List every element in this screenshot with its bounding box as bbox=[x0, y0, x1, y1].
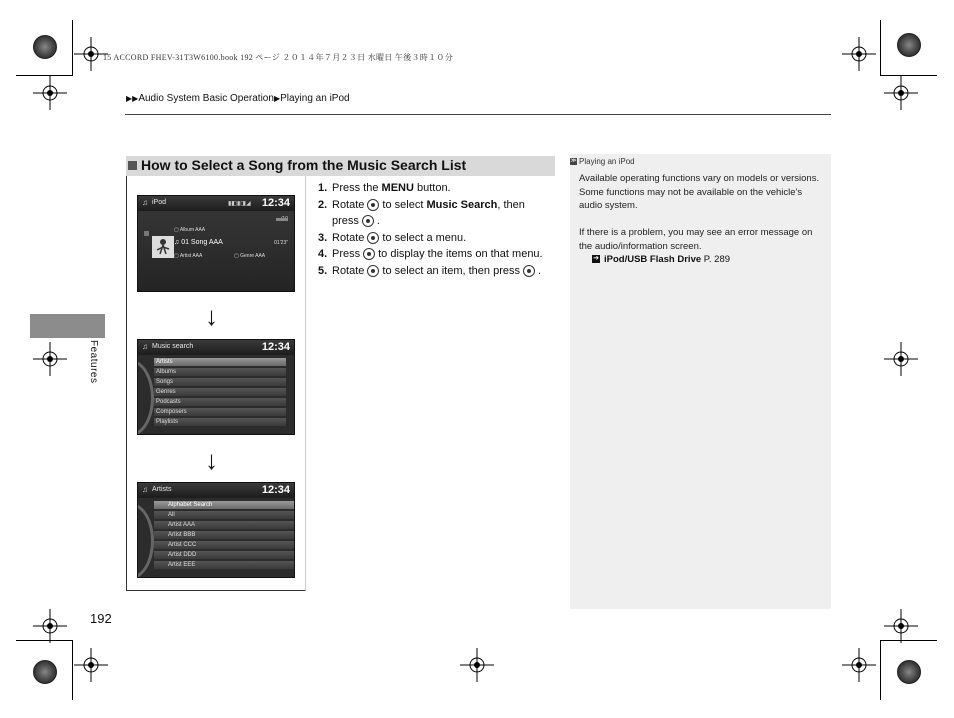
list-item[interactable]: Artist EEE bbox=[154, 561, 295, 569]
crosshair-icon bbox=[74, 648, 108, 682]
selector-knob-press-icon bbox=[523, 265, 535, 277]
step-5: 5. Rotate to select an item, then press . bbox=[318, 264, 542, 277]
list-item[interactable]: Genres bbox=[154, 388, 286, 396]
music-note-icon: ♫ bbox=[142, 198, 148, 207]
selector-knob-icon bbox=[367, 265, 379, 277]
step-2: 2. Rotate to select Music Search, then press . bbox=[318, 198, 525, 227]
cross-reference-link[interactable]: ➔ iPod/USB Flash Drive P. 289 bbox=[593, 254, 731, 265]
crosshair-icon bbox=[884, 609, 918, 643]
screen-title: Music search bbox=[152, 343, 194, 350]
crosshair-icon bbox=[460, 648, 494, 682]
list-item[interactable]: Songs bbox=[154, 378, 286, 386]
chapter-label: Features bbox=[88, 340, 99, 384]
section-title: How to Select a Song from the Music Search List bbox=[141, 157, 467, 173]
registration-dial-icon bbox=[897, 660, 921, 684]
artists-screen bbox=[137, 482, 295, 578]
crosshair-icon bbox=[842, 648, 876, 682]
breadcrumb-part-2: Playing an iPod bbox=[280, 93, 350, 104]
artist-name: Artist AAA bbox=[179, 253, 203, 259]
breadcrumb-part-1: Audio System Basic Operation bbox=[138, 93, 274, 104]
registration-dial-icon bbox=[33, 35, 57, 59]
note-marker-icon: ≫ bbox=[570, 158, 577, 165]
down-arrow-icon: ↓ bbox=[205, 301, 218, 331]
reference-arrow-icon: ➔ bbox=[593, 255, 599, 263]
screen-clock: 12:34 bbox=[261, 197, 290, 209]
list-item[interactable]: Artist AAA bbox=[154, 521, 295, 529]
breadcrumb bbox=[126, 93, 350, 104]
list-item[interactable]: Playlists bbox=[154, 418, 286, 426]
instruction-steps bbox=[318, 180, 558, 279]
selector-arc bbox=[137, 360, 154, 435]
list-item[interactable]: Podcasts bbox=[154, 398, 286, 406]
step-1: 1. Press the MENU button. bbox=[318, 182, 451, 194]
genre-name: Genre AAA bbox=[240, 253, 266, 259]
song-name: 01 Song AAA bbox=[181, 239, 223, 246]
down-arrow-icon: ↓ bbox=[205, 445, 218, 475]
book-imprint: 15 ACCORD FHEV-31T3W6100.book 192 ページ ２０１４年７月２３日 水曜日 午後３時１０分 bbox=[103, 53, 453, 62]
elapsed-time: 01'23" bbox=[274, 240, 288, 246]
crosshair-icon bbox=[842, 37, 876, 71]
music-note-icon: ♫ bbox=[142, 342, 148, 351]
list-item[interactable]: All bbox=[154, 511, 295, 519]
sidebar-paragraph-2: If there is a problem, you may see an error message on the audio/information screen. bbox=[579, 227, 813, 252]
selector-knob-press-icon bbox=[363, 248, 375, 260]
list-item[interactable]: Alphabet Search bbox=[154, 501, 295, 509]
step-4: 4. Press to display the items on that menu. bbox=[318, 248, 543, 260]
list-item[interactable]: Composers bbox=[154, 408, 286, 416]
crosshair-icon bbox=[884, 342, 918, 376]
header-rule bbox=[125, 114, 831, 115]
selector-knob-press-icon bbox=[362, 215, 374, 227]
sidebar-heading: ≫ Playing an iPod bbox=[570, 157, 635, 166]
screen-clock: 12:34 bbox=[261, 341, 290, 353]
notes-sidebar bbox=[570, 154, 831, 609]
album-art-icon bbox=[152, 236, 174, 258]
screen-title: iPod bbox=[152, 199, 167, 206]
music-note-icon: ♫ bbox=[142, 485, 148, 494]
album-name: Album AAA bbox=[179, 227, 206, 233]
screen-title: Artists bbox=[152, 486, 172, 493]
breadcrumb-arrow-icon: ▶ bbox=[273, 94, 281, 103]
music-search-screen bbox=[137, 339, 295, 435]
page-number: 192 bbox=[90, 611, 112, 626]
sidebar-paragraph-1: Available operating functions vary on models or versions. Some functions may not be available on the vehicle's audio system. bbox=[579, 173, 820, 211]
list-item[interactable]: Artist CCC bbox=[154, 541, 295, 549]
crosshair-icon bbox=[33, 342, 67, 376]
registration-dial-icon bbox=[897, 33, 921, 57]
registration-dial-icon bbox=[33, 660, 57, 684]
step-3: 3. Rotate to select a menu. bbox=[318, 231, 467, 244]
crosshair-icon bbox=[33, 609, 67, 643]
crosshair-icon bbox=[33, 76, 67, 110]
selector-arc bbox=[137, 503, 154, 578]
chapter-tab bbox=[30, 314, 105, 338]
signal-status-icon: ▮◧▮◨◢ bbox=[228, 201, 251, 207]
list-item[interactable]: Artists bbox=[154, 358, 286, 366]
crosshair-icon bbox=[884, 76, 918, 110]
list-item[interactable]: Artist DDD bbox=[154, 551, 295, 559]
screen-clock: 12:34 bbox=[261, 484, 290, 496]
section-bullet-icon bbox=[128, 161, 137, 170]
section-heading-bar bbox=[126, 156, 555, 176]
selector-knob-icon bbox=[367, 199, 379, 211]
list-item[interactable]: Artist BBB bbox=[154, 531, 295, 539]
list-item[interactable]: Albums bbox=[154, 368, 286, 376]
breadcrumb-arrow-icon: ▶▶ bbox=[126, 94, 139, 103]
progress-bar bbox=[276, 218, 288, 221]
ipod-screen: ♫ iPod ▮◧▮◨◢ 12:34 ▢ Album AAA ♫ 01 Song AAA 01'23" ▢ Artist AAA ▢ Genre AAA bbox=[137, 195, 295, 292]
selector-knob-icon bbox=[367, 232, 379, 244]
